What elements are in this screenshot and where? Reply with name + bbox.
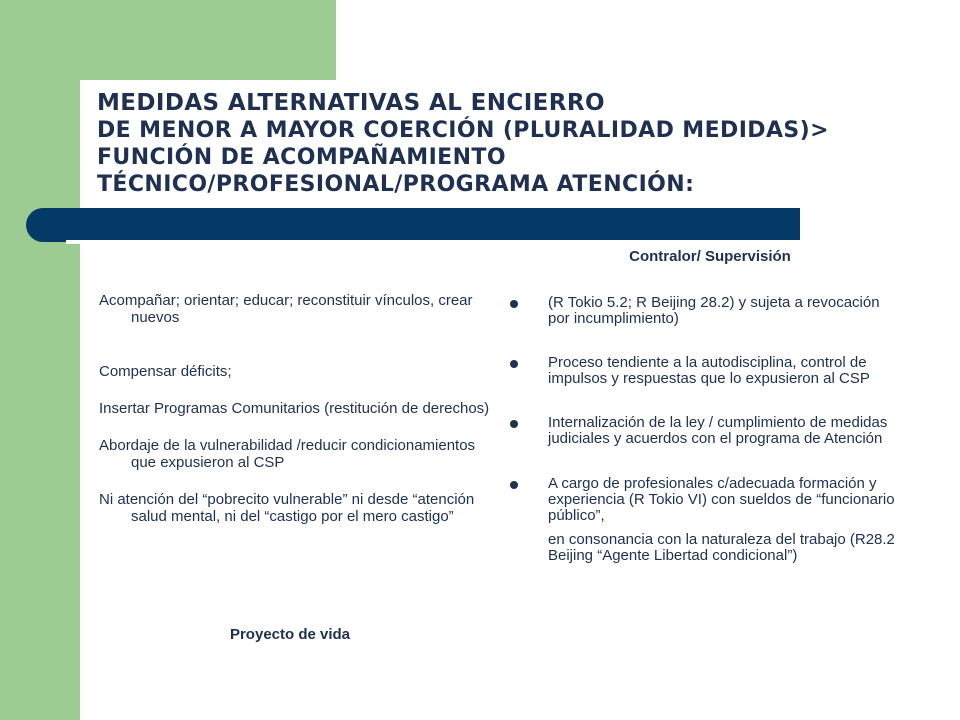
bullet-item (510, 415, 895, 447)
right-heading-contralor: Contralor/ Supervisión (629, 248, 791, 265)
bullet-text: Proceso tendiente a la autodisciplina, control de impulsos y respuestas que lo expusieron al CSP (548, 354, 870, 387)
left-item-abordaje: Abordaje de la vulnerabilidad /reducir condicionamientos que expusieron al CSP (99, 437, 476, 471)
slide-title (97, 90, 829, 198)
bullet-dot-icon (510, 420, 518, 428)
left-item-compensar: Compensar déficits; (99, 363, 232, 380)
bullet-item (510, 295, 895, 327)
title-line-4: TÉCNICO/PROFESIONAL/PROGRAMA ATENCIÓN: (97, 172, 695, 197)
bullet-text: (R Tokio 5.2; R Beijing 28.2) y sujeta a revocación por incumplimiento) (548, 294, 880, 327)
title-line-3: FUNCIÓN DE ACOMPAÑAMIENTO (97, 145, 506, 170)
bullet-dot-icon (510, 360, 518, 368)
green-sidebar-decoration (0, 0, 80, 720)
bullet-text: Internalización de la ley / cumplimiento de medidas judiciales y acuerdos con el programa de Atención (548, 414, 888, 447)
bullet-dot-icon (510, 481, 518, 489)
left-item-acompanar: Acompañar; orientar; educar; reconstituir vínculos, crear nuevos (99, 292, 473, 326)
bullet-item (510, 355, 895, 387)
title-line-2: DE MENOR A MAYOR COERCIÓN (PLURALIDAD MEDIDAS)> (97, 118, 829, 143)
bullet-dot-icon (510, 300, 518, 308)
bullet-continuation-text: en consonancia con la naturaleza del trabajo (R28.2 Beijing “Agente Libertad condicional”) (548, 531, 895, 564)
title-line-1: MEDIDAS ALTERNATIVAS AL ENCIERRO (97, 90, 605, 116)
left-item-insertar: Insertar Programas Comunitarios (restitución de derechos) (99, 400, 490, 417)
left-item-ni-atencion: Ni atención del “pobrecito vulnerable” ni desde “atención salud mental, ni del “castigo por el mero castigo” (99, 491, 475, 525)
bullet-text: A cargo de profesionales c/adecuada formación y experiencia (R Tokio VI) con sueldos de “funcionario público”, (548, 475, 895, 524)
left-footer-proyecto-de-vida: Proyecto de vida (229, 626, 351, 643)
right-column (510, 295, 895, 564)
bullet-item (510, 476, 895, 524)
left-column (99, 292, 494, 545)
green-top-decoration (80, 0, 336, 80)
title-underline-band (26, 208, 800, 242)
band-highlight-line (66, 240, 800, 244)
